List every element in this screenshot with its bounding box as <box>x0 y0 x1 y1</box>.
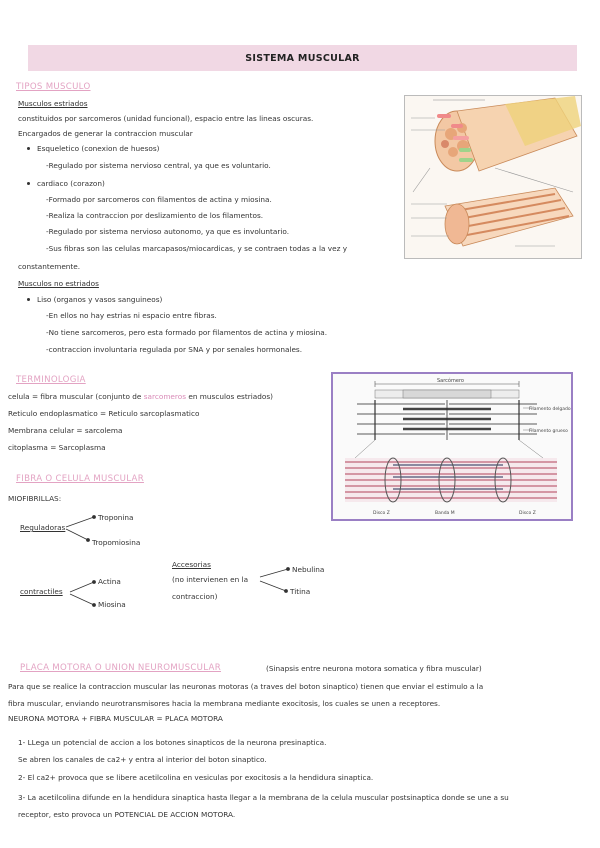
titina-label: Titina <box>290 587 311 596</box>
term-line3: Membrana celular = sarcolema <box>8 426 123 435</box>
miosina-label: Miosina <box>98 600 126 609</box>
section-heading-fibra: FIBRA O CELULA MUSCULAR <box>16 474 144 484</box>
term-line4: citoplasma = Sarcoplasma <box>8 443 106 452</box>
cardiaco-sub4: -Sus fibras son las celulas marcapasos/miocardicas, y se contraen todas a la vez y <box>46 244 348 253</box>
cardiaco-sub4b: constantemente. <box>18 262 81 271</box>
thick-filament-label: Filamento grueso <box>529 429 568 434</box>
liso-sub1: -En ellos no hay estrias ni espacio entre fibras. <box>46 311 217 320</box>
accesorias-label: Accesorias <box>172 560 211 569</box>
placa-p2: fibra muscular, enviando neurotransmisores hacia la membrana mediante exocitosis, los cuales se unen a receptores. <box>8 699 441 708</box>
contractiles-label: contractiles <box>20 587 63 596</box>
sarcomere-label: Sarcómero <box>437 378 464 384</box>
sarcomere-illustration <box>333 374 571 519</box>
placa-subtitle: (Sinapsis entre neurona motora somatica y fibra muscular) <box>266 664 482 673</box>
actina-label: Actina <box>98 577 121 586</box>
nebulina-label: Nebulina <box>292 565 325 574</box>
term-line1-pre: celula = fibra muscular (conjunto de <box>8 392 144 401</box>
esqueletico-item: Esqueletico (conexion de huesos) <box>37 144 160 153</box>
term-line1 <box>8 392 273 401</box>
fibra-diagram-connectors <box>0 505 330 615</box>
muscle-anatomy-figure <box>404 95 582 259</box>
placa-p3: NEURONA MOTORA + FIBRA MUSCULAR = PLACA MOTORA <box>8 714 223 723</box>
bullet-dot <box>27 182 30 185</box>
tipos-line2: Encargados de generar la contraccion muscular <box>18 129 193 138</box>
term-line1-highlight: sarcomeros <box>143 392 187 401</box>
cardiaco-item: cardiaco (corazon) <box>37 179 105 188</box>
liso-sub2: -No tiene sarcomeros, pero esta formado por filamentos de actina y miosina. <box>46 328 328 337</box>
liso-item: Liso (organos y vasos sanguineos) <box>37 295 163 304</box>
bullet-dot <box>27 147 30 150</box>
estriados-label: Musculos estriados <box>18 99 88 108</box>
esqueletico-sub1: -Regulado por sistema nervioso central, ya que es voluntario. <box>46 161 271 170</box>
troponina-label: Troponina <box>98 513 134 522</box>
page-title: SISTEMA MUSCULAR <box>245 52 360 64</box>
miofibrillas-label: MIOFIBRILLAS: <box>8 494 62 503</box>
placa-step3b: receptor, esto provoca un POTENCIAL DE ACCION MOTORA. <box>18 810 236 819</box>
disc-z-label-right: Disco Z <box>519 511 536 516</box>
accesorias-line3: contraccion) <box>172 592 218 601</box>
bullet-dot <box>27 298 30 301</box>
placa-step3: 3- La acetilcolina difunde en la hendidura sinaptica hasta llegar a la membrana de la celula muscular postsinaptica donde se une a su <box>18 793 509 802</box>
sarcomere-figure <box>331 372 573 521</box>
tropomiosina-label: Tropomiosina <box>92 538 141 547</box>
section-heading-tipos: TIPOS MUSCULO <box>16 82 91 92</box>
thin-filament-label: Filamento delgado <box>529 407 571 412</box>
placa-step1b: Se abren los canales de ca2+ y entra al interior del boton sinaptico. <box>18 755 267 764</box>
reguladoras-label: Reguladoras <box>20 523 66 532</box>
tipos-line1: constituidos por sarcomeros (unidad funcional), espacio entre las lineas oscuras. <box>18 114 314 123</box>
cardiaco-sub3: -Regulado por sistema nervioso autonomo, ya que es involuntario. <box>46 227 290 236</box>
placa-p1: Para que se realice la contraccion muscular las neuronas motoras (a traves del boton sinaptico) tienen que enviar el estimulo a la <box>8 682 484 691</box>
title-banner <box>28 45 577 71</box>
term-line2: Reticulo endoplasmatico = Reticulo sarcoplasmatico <box>8 409 200 418</box>
accesorias-line2: (no intervienen en la <box>172 575 249 584</box>
section-heading-placa: PLACA MOTORA O UNION NEUROMUSCULAR <box>20 663 221 673</box>
liso-sub3: -contraccion involuntaria regulada por SNA y por senales hormonales. <box>46 345 303 354</box>
no-estriados-label: Musculos no estriados <box>18 279 99 288</box>
section-heading-terminologia: TERMINOLOGIA <box>16 375 86 385</box>
cardiaco-sub1: -Formado por sarcomeros con filamentos de actina y miosina. <box>46 195 272 204</box>
cardiaco-sub2: -Realiza la contraccion por deslizamiento de los filamentos. <box>46 211 264 220</box>
placa-step1: 1- LLega un potencial de accion a los botones sinapticos de la neurona presinaptica. <box>18 738 327 747</box>
band-m-label: Banda M <box>435 511 455 516</box>
disc-z-label-left: Disco Z <box>373 511 390 516</box>
term-line1-post: en musculos estriados) <box>186 392 273 401</box>
placa-step2: 2- El ca2+ provoca que se libere acetilcolina en vesiculas por exocitosis a la hendidura sinaptica. <box>18 773 374 782</box>
muscle-anatomy-illustration <box>405 96 581 258</box>
